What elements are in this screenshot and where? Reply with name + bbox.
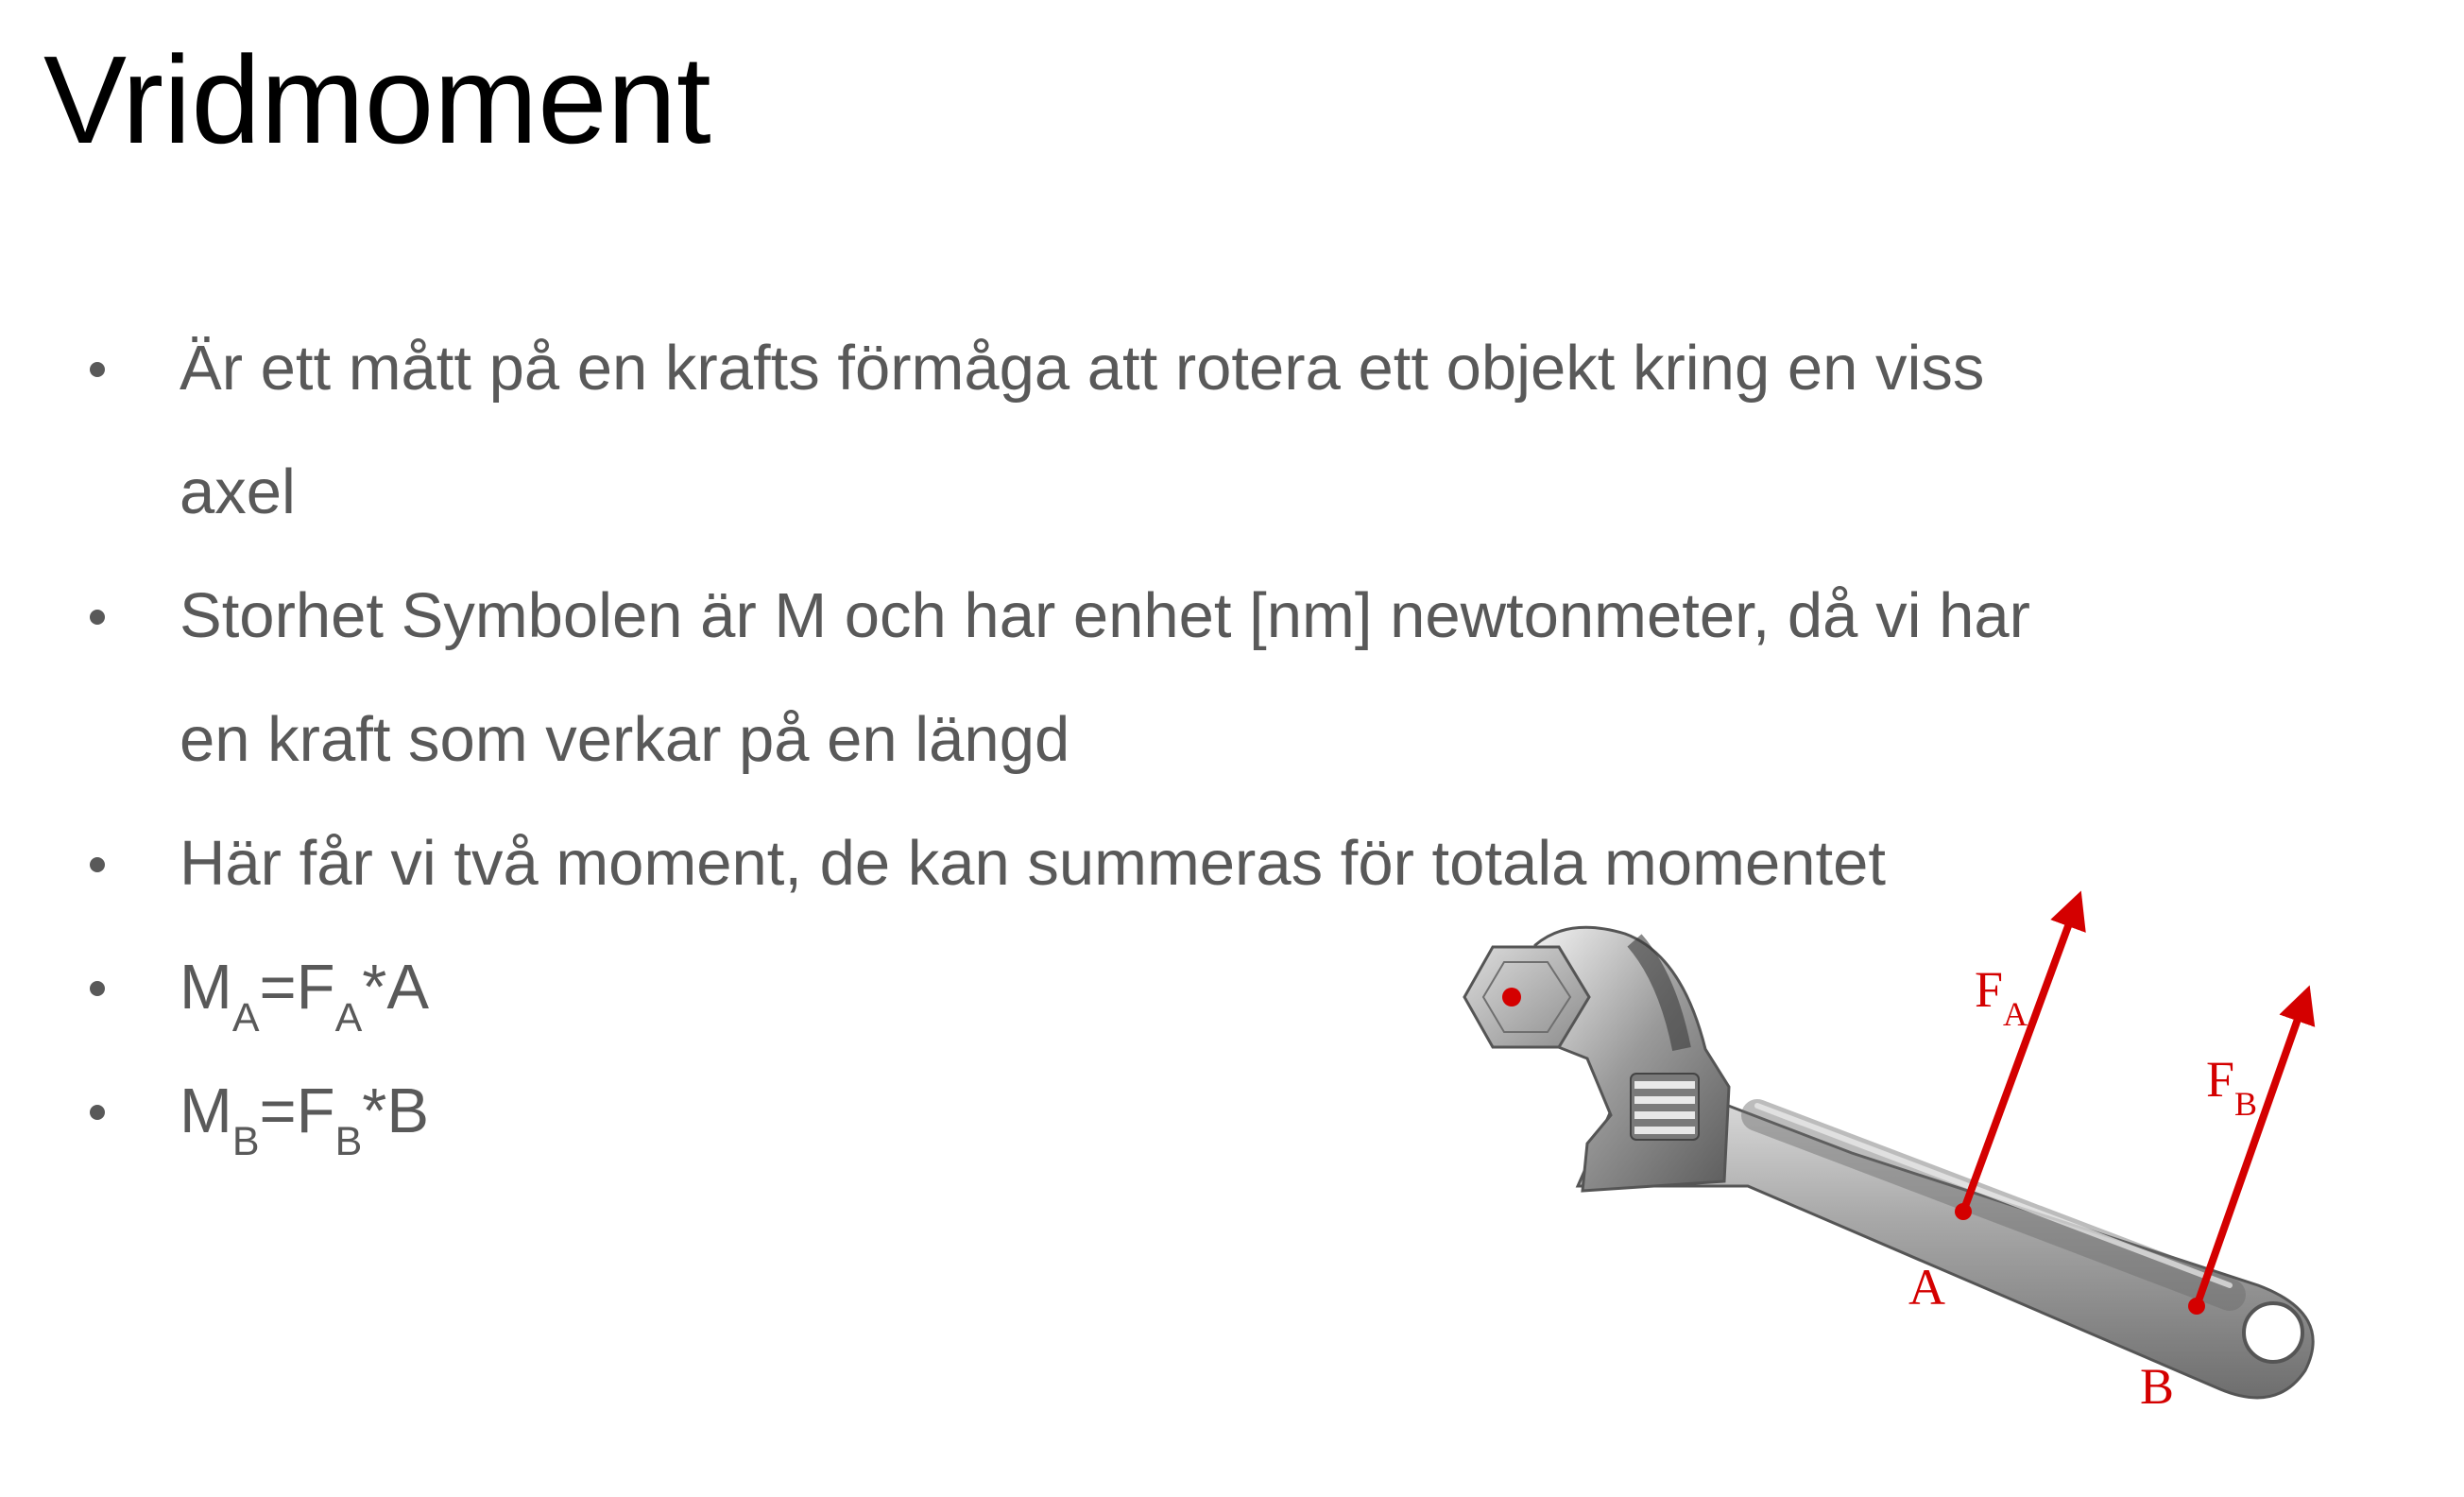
bullet-text: Storhet Symbolen är M och har enhet [nm] newtonmeter, då vi har <box>180 580 2030 651</box>
point-a-label: A <box>1908 1259 1945 1316</box>
formula-moment-a: $M_A=F_A*A$ <box>180 952 430 1041</box>
wrench-diagram <box>1446 888 2390 1437</box>
bullet-item-formula-a <box>180 925 429 1058</box>
wrench-worm-gear <box>1631 1074 1699 1140</box>
force-b-label: $F_B$ <box>2206 1051 2258 1123</box>
bullet-item-definition <box>180 306 1984 554</box>
bullet-dot <box>90 857 105 872</box>
bullet-item-unit <box>180 554 2030 801</box>
slide-title: Vridmoment <box>43 30 711 169</box>
pivot-point <box>1502 988 1521 1007</box>
wrench-hole <box>2244 1303 2302 1362</box>
formula-moment-b: $M_B=F_B*B$ <box>180 1075 430 1164</box>
bullet-dot <box>90 1105 105 1120</box>
bullet-text: Här får vi två moment, de kan summeras för totala momentet <box>180 828 1886 899</box>
bullet-text: en kraft som verkar på en längd <box>180 704 1070 775</box>
bullet-text: axel <box>180 456 296 527</box>
bullet-dot <box>90 610 105 625</box>
bullet-dot <box>90 981 105 996</box>
bullet-text: Är ett mått på en krafts förmåga att rotera ett objekt kring en viss <box>180 333 1985 404</box>
point-b-label: B <box>2140 1358 2175 1415</box>
bullet-item-formula-b <box>180 1049 429 1181</box>
force-a-label: $F_A$ <box>1975 961 2028 1033</box>
bullet-dot <box>90 362 105 377</box>
